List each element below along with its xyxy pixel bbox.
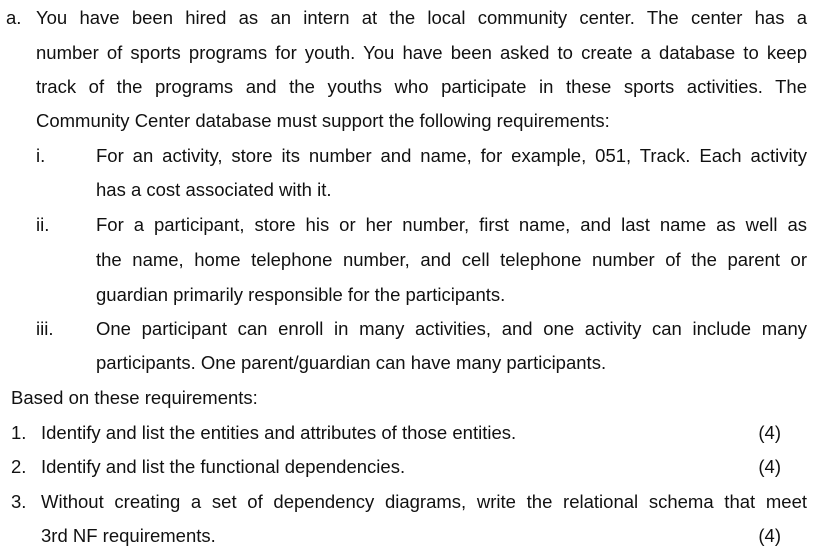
question-text: Without creating a set of dependency diagrams, write the relational schema that meet [41,491,807,512]
question-label: 1. [11,422,27,443]
requirement-line: One participant can enroll in many activities, and one activity can include many [96,318,807,339]
question-marks: (4) [758,456,781,477]
requirement-line: For an activity, store its number and name, for example, 051, Track. Each activity [96,145,807,166]
requirement-label: iii. [36,318,54,339]
requirement-label: ii. [36,214,50,235]
based-on-heading: Based on these requirements: [11,387,258,408]
requirement-line: For a participant, store his or her number, first name, and last name as well as [96,214,807,235]
requirement-line: has a cost associated with it. [96,179,332,200]
intro-line-2: number of sports programs for youth. You have been asked to create a database to keep [36,42,807,63]
question-label: 2. [11,456,27,477]
question-marks: (4) [758,422,781,443]
question-text: Identify and list the functional dependencies. [41,456,406,477]
intro-line-3: track of the programs and the youths who participate in these sports activities. The [36,76,807,97]
requirement-label: i. [36,145,46,166]
question-text: Identify and list the entities and attributes of those entities. [41,422,517,443]
requirement-line: the name, home telephone number, and cell telephone number of the parent or [96,249,807,270]
part-a-label: a. [6,7,22,28]
intro-line-1: You have been hired as an intern at the local community center. The center has a [36,7,807,28]
question-marks: (4) [758,525,781,546]
question-label: 3. [11,491,27,512]
question-text: 3rd NF requirements. [41,525,216,546]
requirement-line: participants. One parent/guardian can have many participants. [96,352,607,373]
requirement-line: guardian primarily responsible for the participants. [96,284,506,305]
intro-line-4: Community Center database must support the following requirements: [36,110,610,131]
